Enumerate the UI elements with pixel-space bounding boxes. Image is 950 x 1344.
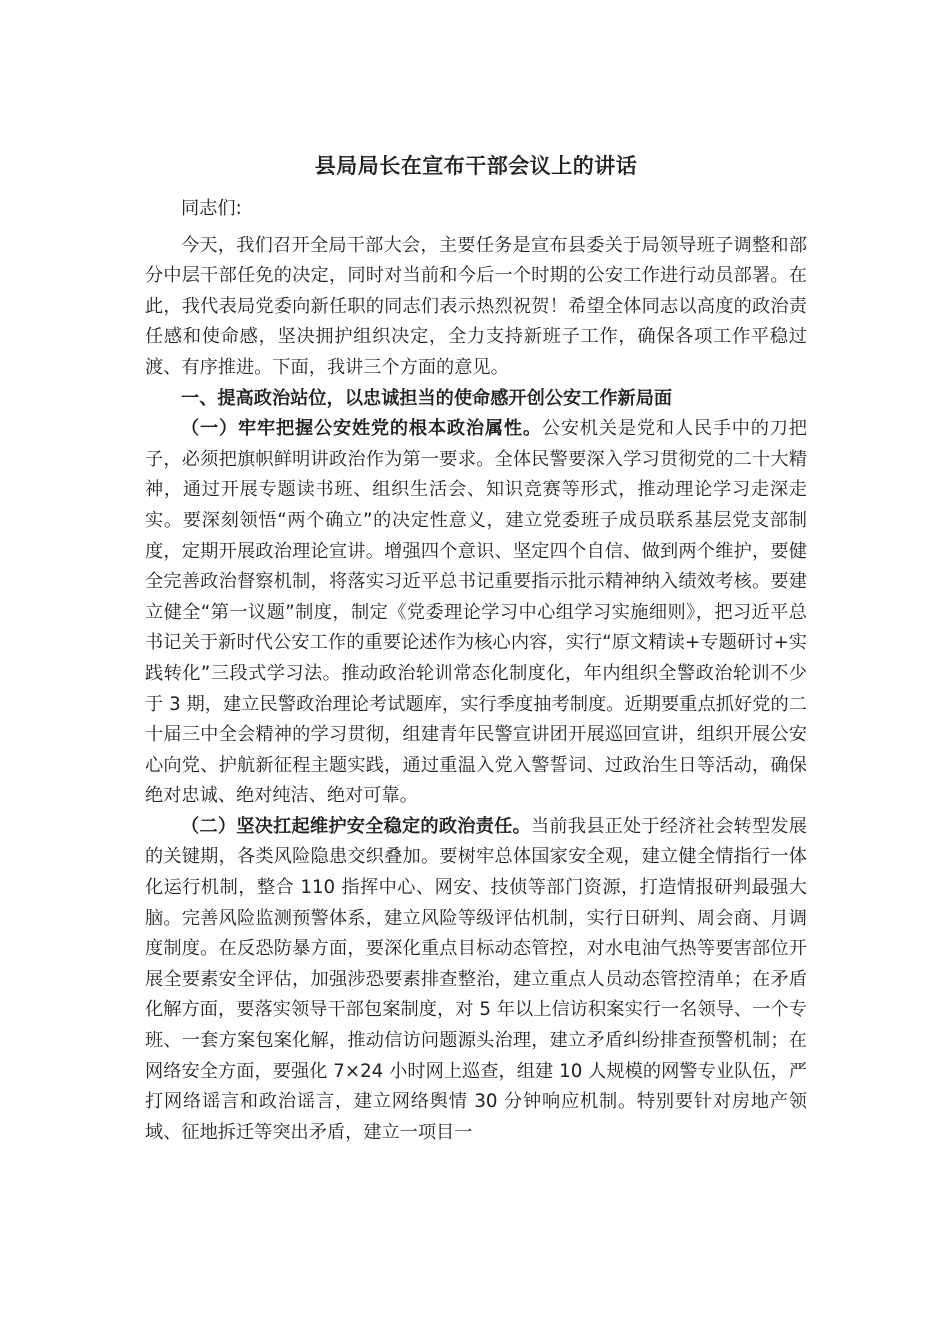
document-page [145, 150, 807, 1148]
subsection-2-paragraph [145, 812, 807, 1149]
salutation: 同志们: [181, 198, 242, 219]
intro-paragraph: 今天，我们召开全局干部大会，主要任务是宣布县委关于局领导班子调整和部分中层干部任免的决定，同时对当前和今后一个时期的公安工作进行动员部署。在此，我代表局党委向新任职的同志们表示热烈祝贺！希望全体同志以高度的政治责任感和使命感，坚决拥护组织决定，全力支持新班子工作，确保各项工作平稳过渡、有序推进。下面，我讲三个方面的意见。 [145, 234, 807, 378]
subsection-1-paragraph [145, 414, 807, 812]
subsection-1-body: 公安机关是党和人民手中的刀把子，必须把旗帜鲜明讲政治作为第一要求。全体民警要深入学习贯彻党的二十大精神，通过开展专题读书班、组织生活会、知识竞赛等形式，推动理论学习走深走实。要深刻领悟“两个确立”的决定性意义，建立党委班子成员联系基层党支部制度，定期开展政治理论宣讲。增强四个意识、坚定四个自信、做到两个维护，要健全完善政治督察机制，将落实习近平总书记重要指示批示精神纳入绩效考核。要建立健全“第一议题”制度，制定《党委理论学习中心组学习实施细则》，把习近平总书记关于新时代公安工作的重要论述作为核心内容，实行“原文精读+专题研讨+实践转化”三段式学习法。推动政治轮训常态化制度化，年内组织全警政治轮训不少于 3 期，建立民警政治理论考试题库，实行季度抽考制度。近期要重点抓好党的二十届三中全会精神的学习贯彻，组建青年民警宣讲团开展巡回宣讲，组织开展公安心向党、护航新征程主题实践，通过重温入党入警誓词、过政治生日等活动，确保绝对忠诚、绝对纯洁、绝对可靠。 [145, 418, 807, 807]
section-heading-1: 一、提高政治站位，以忠诚担当的使命感开创公安工作新局面 [181, 387, 673, 409]
subsection-2-body: 当前我县正处于经济社会转型发展的关键期，各类风险隐患交织叠加。要树牢总体国家安全观，建立健全情指行一体化运行机制，整合 110 指挥中心、网安、技侦等部门资源，打造情报研判最强大脑。完善风险监测预警体系，建立风险等级评估机制，实行日研判、周会商、月调度制度。在反恐防暴方面，要深化重点目标动态管控，对水电油气热等要害部位开展全要素安全评估，加强涉恐要素排查整治，建立重点人员动态管控清单；在矛盾化解方面，要落实领导干部包案制度，对 5 年以上信访积案实行一名领导、一个专班、一套方案包案化解，推动信访问题源头治理，建立矛盾纠纷排查预警机制；在网络安全方面，要强化 7×24 小时网上巡查，组建 10 人规模的网警专业队伍，严打网络谣言和政治谣言，建立网络舆情 30 分钟响应机制。特别要针对房地产领域、征地拆迁等突出矛盾，建立一项目一 [145, 815, 807, 1143]
subsection-1-lead: （一）牢牢把握公安姓党的根本政治属性。 [181, 418, 542, 440]
subsection-2-lead: （二）坚决扛起维护安全稳定的政治责任。 [181, 815, 531, 837]
document-title: 县局局长在宣布干部会议上的讲话 [314, 154, 638, 178]
